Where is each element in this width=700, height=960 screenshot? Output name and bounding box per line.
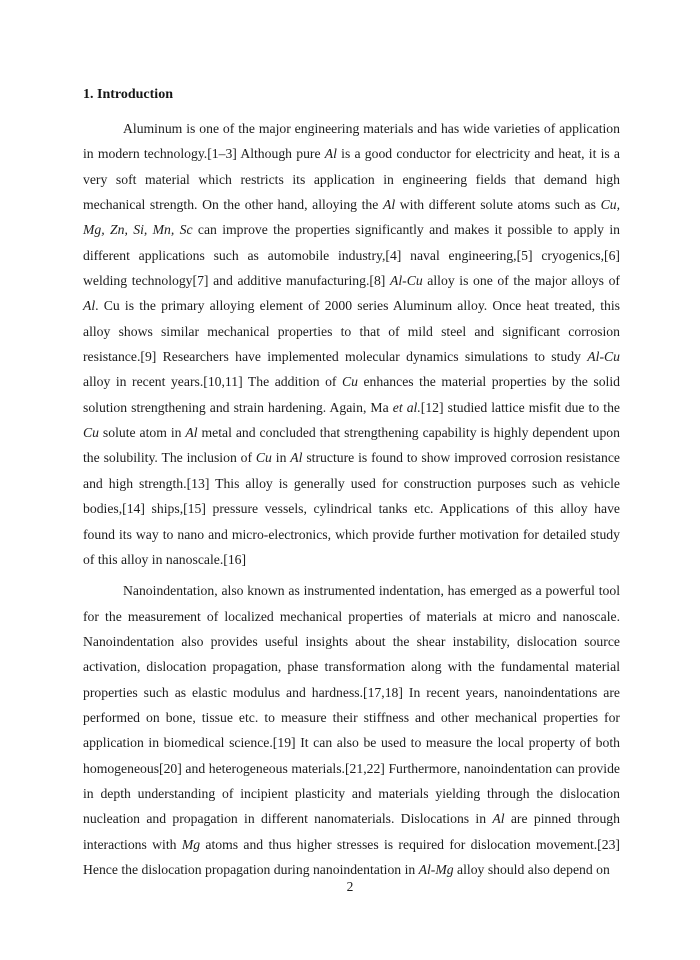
text-run: enhances the material properties by the solid solution strengthening and strain hardening. Again, Ma (83, 374, 620, 415)
italic-text-run: Cu, Mg, Zn, Si, Mn, Sc (83, 197, 620, 238)
text-run: alloy should also depend on (453, 861, 610, 877)
section-heading: 1. Introduction (83, 87, 173, 102)
italic-text-run: Al-Mg (418, 861, 454, 877)
text-run: [12] studied lattice misfit due to the (420, 399, 620, 415)
text-run: atoms and thus higher stresses is required for dislocation movement.[23] Hence the dislocation propagation during nanoindentation in (83, 836, 620, 877)
text-run: solute atom in (98, 425, 186, 441)
italic-text-run: et al. (392, 399, 421, 415)
italic-text-run: Al (290, 450, 303, 466)
text-run: can improve the properties significantly and makes it possible to apply in different applications such as automobile industry,[4] naval engineering,[5] cryogenics,[6] welding technology[7] and additive manufacturing.[8] (83, 222, 621, 289)
text-run: with different solute atoms such as (395, 197, 601, 213)
italic-text-run: Mg (181, 836, 201, 852)
text-run: is a good conductor for electricity and heat, it is a very soft material which restricts its application in engineering fields that demand high mechanical strength. On the other hand, alloying the (83, 146, 620, 213)
paragraph-introduction-1 (83, 116, 620, 572)
paragraph-introduction-2 (83, 578, 620, 882)
italic-text-run: Al (324, 146, 337, 162)
text-run: Nanoindentation, also known as instrumented indentation, has emerged as a powerful tool for the measurement of localized mechanical properties of materials at micro and nanoscale. Nanoindentation also provides useful insights about the shear instability, dislocation source activation, dislocation propagation, phase transformation along with the fundamental material properties such as elastic modulus and hardness.[17,18] In recent years, nanoindentations are performed on bone, tissue etc. to measure their stiffness and other mechanical properties for application in biomedical science.[19] It can also be used to measure the local property of both homogeneous[20] and heterogeneous materials.[21,22] Furthermore, nanoindentation can provide in depth understanding of incipient plasticity and materials yielding through the dislocation nucleation and propagation in different nanomaterials. Dislocations in (83, 583, 620, 827)
page-number: 2 (346, 879, 354, 894)
italic-text-run: Al (382, 197, 396, 213)
text-run: in (271, 450, 291, 466)
italic-text-run: Al (83, 298, 96, 314)
italic-text-run: Al-Cu (389, 273, 423, 289)
paragraphs-container (83, 116, 620, 882)
text-run: metal and concluded that strengthening capability is highly dependent upon the solubility. The inclusion of (83, 425, 620, 466)
italic-text-run: Al (185, 425, 198, 441)
italic-text-run: Cu (255, 450, 272, 466)
text-run: alloy in recent years.[10,11] The addition of (83, 374, 342, 390)
italic-text-run: Al-Cu (587, 349, 620, 365)
italic-text-run: Cu (83, 425, 99, 441)
italic-text-run: Al (492, 811, 505, 827)
text-run: Aluminum is one of the major engineering materials and has wide varieties of application in modern technology.[1–3] Although pure (83, 121, 620, 162)
text-run: structure is found to show improved corrosion resistance and high strength.[13] This alloy is generally used for construction purposes such as vehicle bodies,[14] ships,[15] pressure vessels, cylindrical tanks etc. Applications of this alloy have found its way to nano and micro-electronics, which provide further motivation for detailed study of this alloy in nanoscale.[16] (83, 450, 621, 567)
text-run: alloy is one of the major alloys of (422, 273, 620, 289)
text-run: . Cu is the primary alloying element of 2000 series Aluminum alloy. Once heat treated, this alloy shows similar mechanical properties to that of mild steel and significant corrosion resistance.[9] Researchers have implemented molecular dynamics simulations to study (83, 298, 620, 365)
italic-text-run: Cu (341, 374, 358, 390)
text-run: are pinned through interactions with (83, 811, 620, 852)
